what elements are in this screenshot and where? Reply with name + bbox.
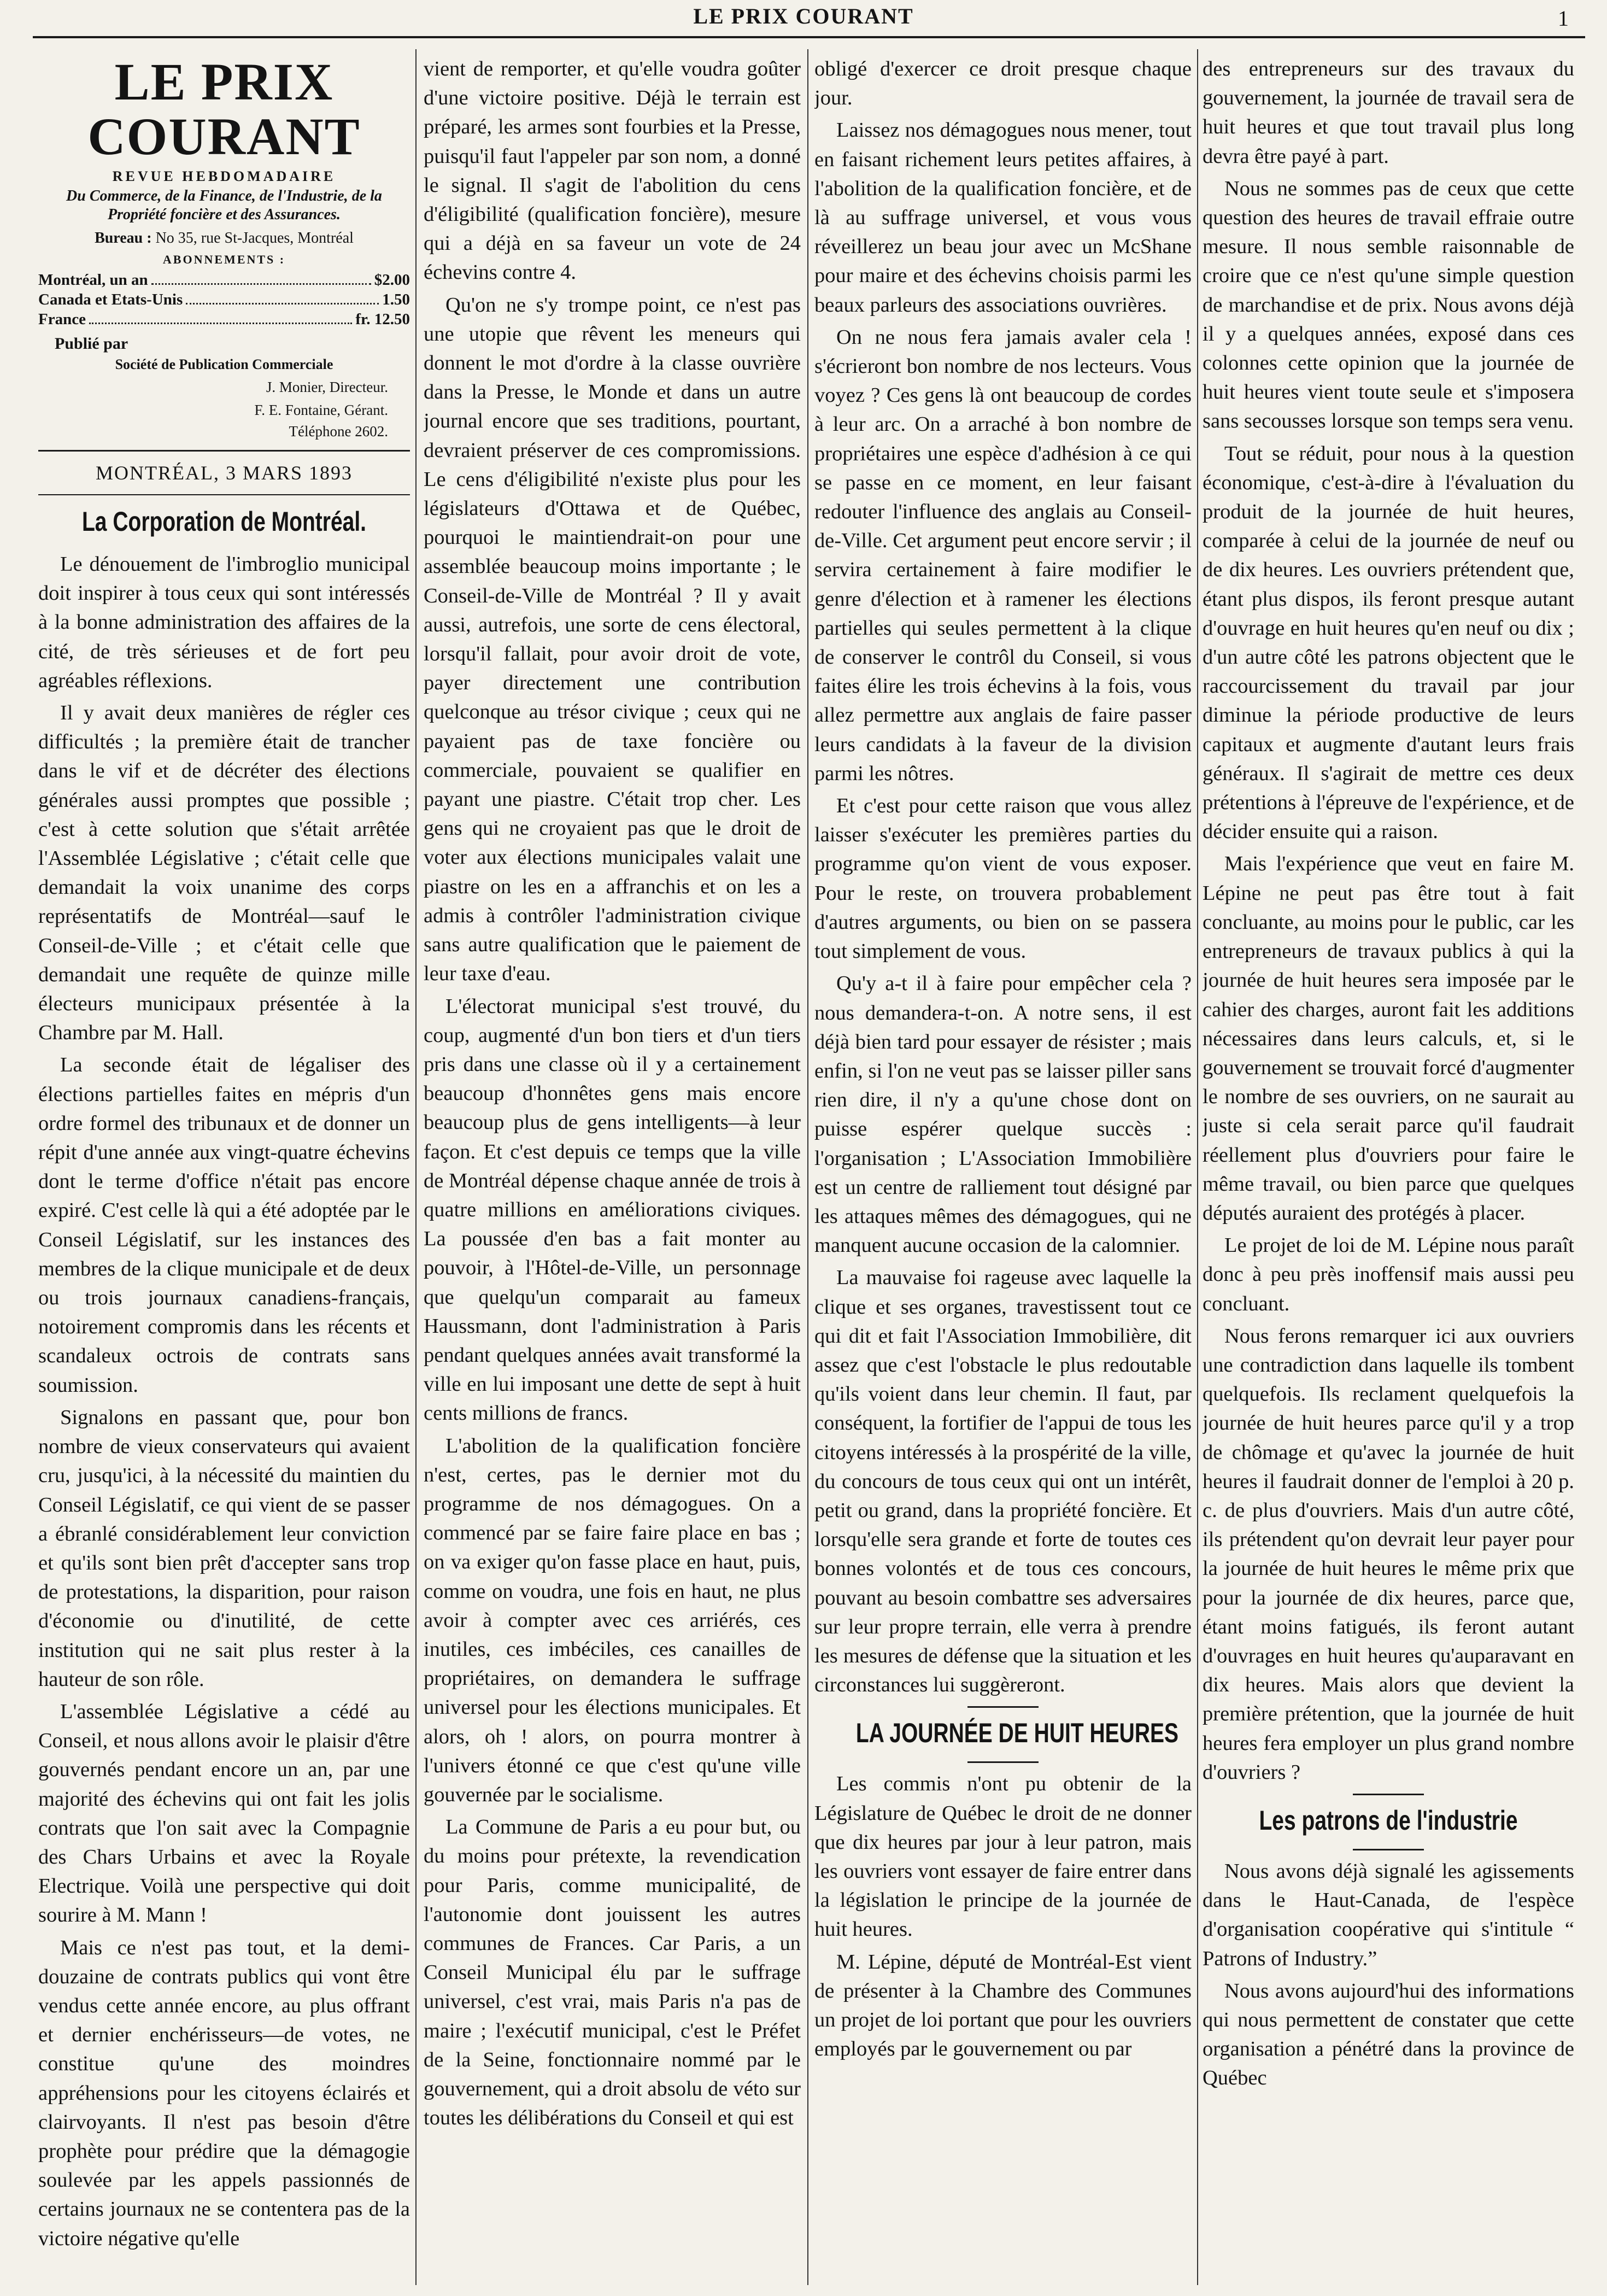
price-row: [38, 309, 410, 329]
bureau-address: No 35, rue St-Jacques, Montréal: [155, 230, 354, 247]
abonnements-label: ABONNEMENTS :: [162, 253, 286, 266]
paragraph: Laissez nos démagogues nous mener, tout en faisant richement leurs petites affaires, à l'abolition de la qualification foncière, et de là au suffrage universel, et vous vous réveillerez un beau jour avec un McShane pour maire et des échevins choisis parmi les beaux parleurs des associations ouvrières.: [814, 119, 1192, 317]
section-rule: [1353, 1794, 1424, 1795]
top-rule: [33, 36, 1585, 38]
paragraph: Qu'on ne s'y trompe point, ce n'est pas une utopie que rêvent les meneurs qui donnent le mot d'ordre à la classe ouvrière dans la Presse, le Monde et dans un autre journal encore que ses traditions, pourtant, devraient préserver de ces compromissions. Le cens d'éligibilité n'existe plus pour les législateurs d'Ottawa et de Québec, pourquoi le maintiendrait-on pour une assemblée beaucoup moins importante ; le Conseil-de-Ville de Montréal ? Il y avait aussi, autrefois, une sorte de cens électoral, lorsqu'il fallait, pour avoir droit de vote, payer directement une contribution quelconque au trésor civique ; ceux qui ne payaient pas de taxe foncière ou commerciale, pouvaient se qualifier en payant une piastre. C'était trop cher. Les gens qui ne croyaient pas que le droit de voter aux élections municipales valait une piastre on les en a affranchis et on les a admis à contrôler l'administration civique sans autre qualification que le paiement de leur taxe d'eau.: [424, 293, 801, 986]
paragraph: Il y avait deux manières de régler ces difficultés ; la première était de trancher dans le vif et de décréter des élections générales aussi promptes que possible ; c'est à cette solution que s'était arrêtée l'Assemblée Législative ; c'était celle que demandait la voix unanime des corps représentatifs de Montréal—sauf le Conseil-de-Ville ; et c'était celle que demandait une requête de quinze mille électeurs municipaux présentée à la Chambre par M. Hall.: [38, 701, 410, 1045]
column-2: [424, 55, 801, 2285]
headline-corporation: La Corporation de Montréal.: [81, 506, 367, 537]
paragraph: La Commune de Paris a eu pour but, ou du moins pour prétexte, la revendication pour Paris, comme municipalité, de l'autonomie dont jouissent les autres communes de Frances. Car Paris, a un Conseil Municipal élu par le suffrage universel, c'est vrai, mais Paris n'a pas de maire ; l'exécutif municipal, c'est le Préfet de la Seine, fonctionnaire nommé par le gouvernement, qui a droit absolu de véto sur toutes les délibérations du Conseil et qui est: [424, 1815, 801, 2130]
paragraph: vient de remporter, et qu'elle voudra goûter d'une victoire positive. Déjà le terrain est préparé, les armes sont fourbies et la Presse, puisqu'il faut l'appeler par son nom, a donné le signal. Il s'agit de l'abolition du cens d'éligibilité (qualification foncière), mesure qui a déjà en sa faveur un vote de 24 échevins contre 4.: [424, 57, 801, 284]
price-value: $2.00: [374, 271, 410, 289]
telephone: Téléphone 2602.: [289, 423, 388, 440]
paragraph: La mauvaise foi rageuse avec laquelle la clique et ses organes, travestissent tout ce qui dit et fait l'Association Immobilière, dit assez que c'est l'obstacle le plus redoutable qu'ils voient dans leur chemin. Il faut, par conséquent, la fortifier de l'appui de tous les citoyens intéressés à la prospérité de la ville, du concours de tous ceux qui ont un intérêt, petit ou grand, dans la propriété foncière. Et lorsqu'elle sera grande et forte de toutes ces bonnes volontés et de tous ces concours, pouvant au besoin combattre ses adversaires sur leur propre terrain, elle verra à prendre les mesures de défense que la situation et les circonstances lui suggèreront.: [814, 1266, 1192, 1697]
bureau-label: Bureau :: [95, 230, 152, 247]
paragraph: M. Lépine, député de Montréal-Est vient de présenter à la Chambre des Communes un projet de loi portant que pour les ouvriers employés par le gouvernement ou par: [814, 1950, 1192, 2061]
price-value: 1.50: [382, 291, 410, 308]
column-1: [38, 55, 410, 2285]
paragraph: On ne nous fera jamais avaler cela ! s'écrieront bon nombre de nos lecteurs. Vous voyez ? Ces gens là ont beaucoup de cordes à leur arc. On a arraché à bon nombre de propriétaires une espèce d'adhésion à ce qui se passe en ce moment, en leur faisant redouter l'influence des anglais au Conseil-de-Ville. Cet argument peut encore servir ; il servira certainement à faire modifier le genre d'élection et à ramener les élections partielles qui seules permettent à la clique de conserver le contrôl du Conseil, si vous faites élire les trois échevins à la fois, vous allez permettre aux anglais de faire passer leurs candidats à la faveur de la division parmi les nôtres.: [814, 325, 1192, 785]
masthead: [38, 55, 410, 440]
masthead-title: LE PRIX COURANT: [87, 55, 361, 166]
paragraph: Et c'est pour cette raison que vous allez laisser s'exécuter les premières parties du programme qu'on vient de vous exposer. Pour le reste, on trouvera probablement d'autres arguments, ou bien on se passera tout simplement de vous.: [814, 794, 1192, 963]
divider: [38, 494, 410, 495]
paragraph: Tout se réduit, pour nous à la question économique, c'est-à-dire à l'évaluation du produit de la journée de huit heures, comparée à celui de la journée de neuf ou de dix heures. Les ouvriers prétendent que, étant plus dispos, ils feront presque autant d'ouvrage en huit heures qu'en neuf ou dix ; d'un autre côté les patrons objectent que le raccourcissement du travail par jour diminue la période productive de leurs capitaux et augmente d'autant leurs frais généraux. Il s'agirait de mettre ces deux prétentions à l'épreuve de l'expérience, et de décider ensuite qui a raison.: [1203, 442, 1574, 844]
paragraph: Nous ferons remarquer ici aux ouvriers une contradiction dans laquelle ils tombent quelquefois. Ils reclament quelquefois la journée de huit heures parce qu'il y a trop de chômage et qu'avec la journée de huit heures il faudrait donner de l'emploi à 20 p. c. de plus d'ouvriers. Mais d'un autre côté, ils prétendent qu'on devrait leur payer pour la journée de huit heures le même prix que pour la journée de dix heures, parce que, étant moins fatigués, ils feront autant d'ouvrages en huit heures qu'auparavant en dix heures. Mais alors que devient la première prétention, que la journée de huit heures fera employer un plus grand nombre d'ouvriers ?: [1203, 1324, 1574, 1784]
publisher-society: Société de Publication Commerciale: [115, 356, 333, 372]
leader-dots: [151, 270, 371, 285]
price-place: Canada et Etats-Unis: [38, 291, 183, 308]
column-divider: [415, 49, 417, 2285]
paragraph: Signalons en passant que, pour bon nombre de vieux conservateurs qui avaient cru, jusqu'ici, à la nécessité du maintien du Conseil Législatif, ce qui vient de se passer a ébranlé considérablement leur conviction et qu'ils sont bien prêt d'accepter sans trop de protestations, la disparition, pour raison d'économie ou d'inutilité, de cette institution qui ne sait plus rester à la hauteur de son rôle.: [38, 1405, 410, 1691]
running-head-title: LE PRIX COURANT: [693, 4, 914, 28]
column-divider: [1197, 49, 1198, 2285]
masthead-subtitle: REVUE HEBDOMADAIRE: [112, 168, 336, 184]
article-corporation-part-1: [38, 550, 410, 2253]
paragraph: Le dénouement de l'imbroglio municipal doit inspirer à tous ceux qui sont intéressés à la bonne administration des affaires de la cité, de très sérieuses et de fort peu agréables réflexions.: [38, 553, 410, 692]
leader-dots: [89, 309, 352, 324]
bureau-line: [38, 230, 410, 247]
column-divider: [807, 49, 808, 2285]
paragraph: La seconde était de légaliser des élections partielles faites en mépris d'un ordre formel des tribunaux et de donner un répit d'une année aux vingt-quatre échevins dont le terme d'office n'était pas encore expiré. C'est celle là qui a été adoptée par le Conseil Législatif, sur les instances des membres de la clique municipale et de deux ou trois journaux canadiens-français, notoirement compromis dans les récents et scandaleux octrois de contrats sans soumission.: [38, 1053, 410, 1397]
masthead-description: Du Commerce, de la Finance, de l'Industrie, de la Propriété foncière et des Assurances.: [66, 188, 382, 223]
paragraph: L'électorat municipal s'est trouvé, du coup, augmenté d'un bon tiers et d'un tiers pris dans une classe où il y a certainement beaucoup d'honnêtes gens mais encore beaucoup plus de gens intelligents—à leur façon. Et c'est depuis ce temps que la ville de Montréal dépense chaque année de trois à quatre millions en améliorations civiques. La poussée d'en bas a fait monter au pouvoir, à l'Hôtel-de-Ville, un personnage que quelqu'un comparait au fameux Haussmann, dont l'administration à Paris pendant quelques années avait transformé la ville en lui imposant une dette de sept à huit cents millions de francs.: [424, 994, 801, 1425]
paragraph: des entrepreneurs sur des travaux du gouvernement, la journée de travail sera de huit heures et que tout travail plus long devra être payé à part.: [1203, 57, 1574, 168]
paragraph: obligé d'exercer ce droit presque chaque jour.: [814, 57, 1192, 110]
paragraph: L'abolition de la qualification foncière n'est, certes, pas le dernier mot du programme de nos démagogues. On a commencé par se faire faire place en bas ; on va exiger qu'on fasse place en haut, puis, comme on voudra, une fois en haut, ne plus avoir à compter avec ces arriérés, ces inutiles, ces imbéciles, ces canailles de propriétaires, on demandera le suffrage universel pour les élections municipales. Et alors, oh ! alors, on pourra montrer à l'univers étonné ce que c'est qu'une ville gouvernée par le socialisme.: [424, 1434, 801, 1806]
column-4: [1203, 55, 1574, 2285]
paragraph: Nous avons aujourd'hui des informations qui nous permettent de constater que cette organisation a pénétré dans la province de Québec: [1203, 1979, 1574, 2090]
leader-dots: [186, 290, 379, 304]
publie-par: Publié par: [55, 335, 128, 353]
page-number: 1: [1558, 6, 1569, 31]
price-row: [38, 290, 410, 309]
column-3: [814, 55, 1192, 2285]
running-head: [0, 0, 1607, 38]
section-rule: [967, 1706, 1039, 1708]
paragraph: Mais ce n'est pas tout, et la demi-douzaine de contrats publics qui vont être vendus cette année encore, au plus offrant et dernier enchérisseurs—de votes, ne constitue qu'une des moindres appréhensions pour les citoyens éclairés et clairvoyants. Il n'est pas besoin d'être prophète pour prédire que la démagogie soulevée par les appels passionnés de certains journaux ne se contentera pas de la victoire négative qu'elle: [38, 1936, 410, 2250]
paragraph: Le projet de loi de M. Lépine nous paraît donc à peu près inoffensif mais aussi peu concluant.: [1203, 1234, 1574, 1315]
section-rule: [1353, 1849, 1424, 1850]
paragraph: L'assemblée Législative a cédé au Conseil, et nous allons avoir le plaisir d'être gouvernés pendant encore un an, par une majorité des échevins qui ont fait les jolis contrats que l'on sait avec la Compagnie des Chars Urbains et avec la Royale Electrique. Voilà une perspective qui doit sourire à M. Mann !: [38, 1700, 410, 1927]
divider: [38, 450, 410, 452]
paragraph: Qu'y a-t il à faire pour empêcher cela ? nous demandera-t-on. A notre sens, il est déjà bien tard pour essayer de résister ; mais enfin, si l'on ne veut pas se laisser piller sans rien dire, il n'y a qu'une chose dont on puisse espérer quelque succès : l'organisation ; L'Association Immobilière est un centre de ralliement tout désigné par les attaques mêmes des démagogues, qui ne manquent aucune occasion de la calomnier.: [814, 972, 1192, 1257]
dateline: MONTRÉAL, 3 MARS 1893: [95, 462, 353, 484]
paragraph: Les commis n'ont pu obtenir de la Législature de Québec le droit de ne donner que dix heures par jour à leur patron, mais les ouvriers vont essayer de faire entrer dans la législation le principe de la journée de huit heures.: [814, 1772, 1192, 1941]
price-value: fr. 12.50: [355, 311, 410, 328]
paragraph: Mais l'expérience que veut en faire M. Lépine ne peut pas être tout à fait concluante, au moins pour le public, car les entrepreneurs de travaux publics à qui la journée de huit heures sera imposée par le cahier des charges, auront fait les additions nécessaires dans leurs calculs, et, si le gouvernement se trouvait forcé d'augmenter le nombre de ses ouvriers, on ne saurait au juste si cela serait parce qu'il faudrait réellement plus d'ouvriers pour faire le même travail, ou bien parce que quelques députés auraient des protégés à placer.: [1203, 852, 1574, 1225]
price-place: France: [38, 311, 86, 328]
price-place: Montréal, un an: [38, 271, 148, 289]
director: J. Monier, Directeur.: [266, 379, 388, 395]
headline-huit-heures: LA JOURNÉE DE HUIT HEURES: [855, 1718, 1179, 1749]
headline-patrons: Les patrons de l'industrie: [1259, 1805, 1518, 1836]
section-rule: [967, 1761, 1039, 1763]
paragraph: Nous ne sommes pas de ceux que cette question des heures de travail effraie outre mesure. Il nous semble raisonnable de croire que ce n'est qu'une simple question de marchandise et de prix. Nous avons déjà il y a quelques années, exposé dans ces colonnes cette opinion que la journée de huit heures vient toute seule et s'imposera sans secousses lorsque son temps sera venu.: [1203, 177, 1574, 433]
price-row: [38, 270, 410, 290]
paragraph: Nous avons déjà signalé les agissements dans le Haut-Canada, de l'espèce d'organisation coopérative qui s'intitule “ Patrons of Industry.”: [1203, 1859, 1574, 1970]
manager: F. E. Fontaine, Gérant.: [254, 402, 388, 418]
